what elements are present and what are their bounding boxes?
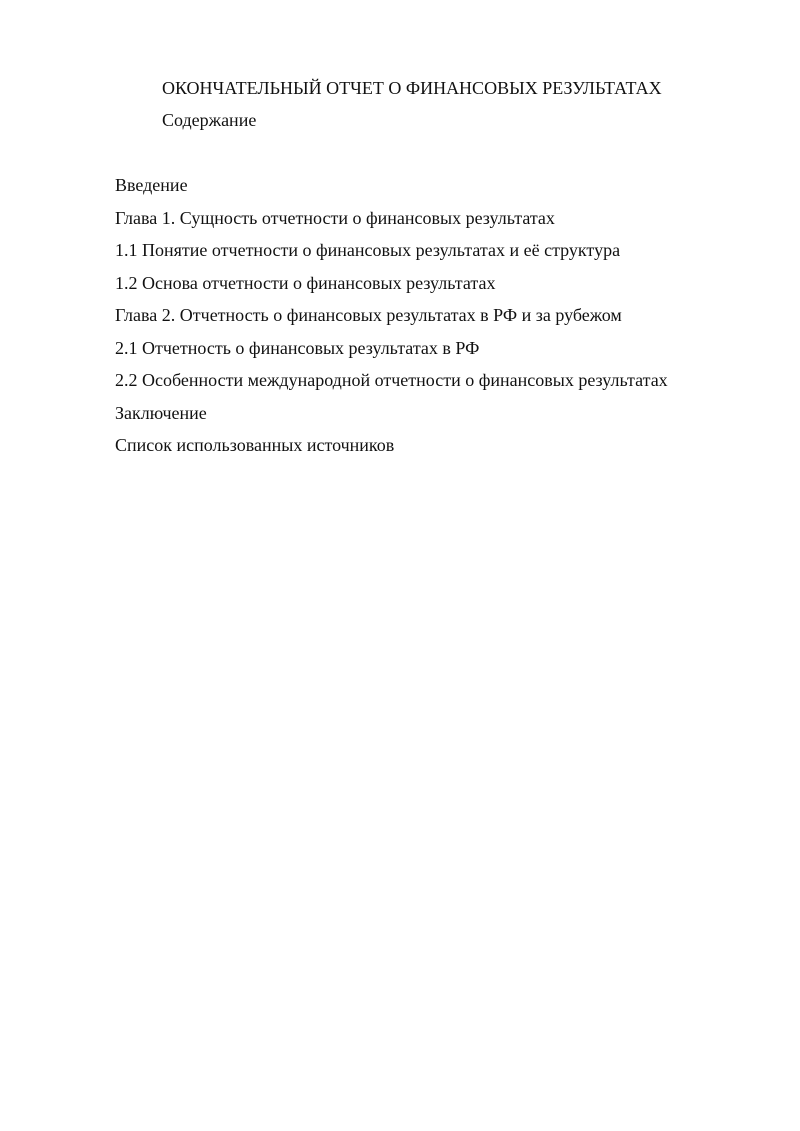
document-title: ОКОНЧАТЕЛЬНЫЙ ОТЧЕТ О ФИНАНСОВЫХ РЕЗУЛЬТАТАХ [162, 78, 662, 98]
toc-item-introduction: Введение [115, 175, 188, 195]
table-of-contents [115, 173, 668, 466]
toc-heading: Содержание [162, 110, 257, 130]
toc-item-chapter-2: Глава 2. Отчетность о финансовых результатах в РФ и за рубежом [115, 305, 622, 325]
toc-item-conclusion: Заключение [115, 402, 207, 423]
toc-item-section-1-2: 1.2 Основа отчетности о финансовых результатах [115, 272, 496, 293]
toc-item-section-2-2: 2.2 Особенности международной отчетности о финансовых результатах [115, 370, 668, 390]
toc-item-section-2-1: 2.1 Отчетность о финансовых результатах в РФ [115, 337, 480, 358]
toc-item-section-1-1: 1.1 Понятие отчетности о финансовых результатах и её структура [115, 240, 621, 260]
toc-item-chapter-1: Глава 1. Сущность отчетности о финансовых результатах [115, 207, 555, 228]
toc-item-references: Список использованных источников [115, 435, 395, 455]
